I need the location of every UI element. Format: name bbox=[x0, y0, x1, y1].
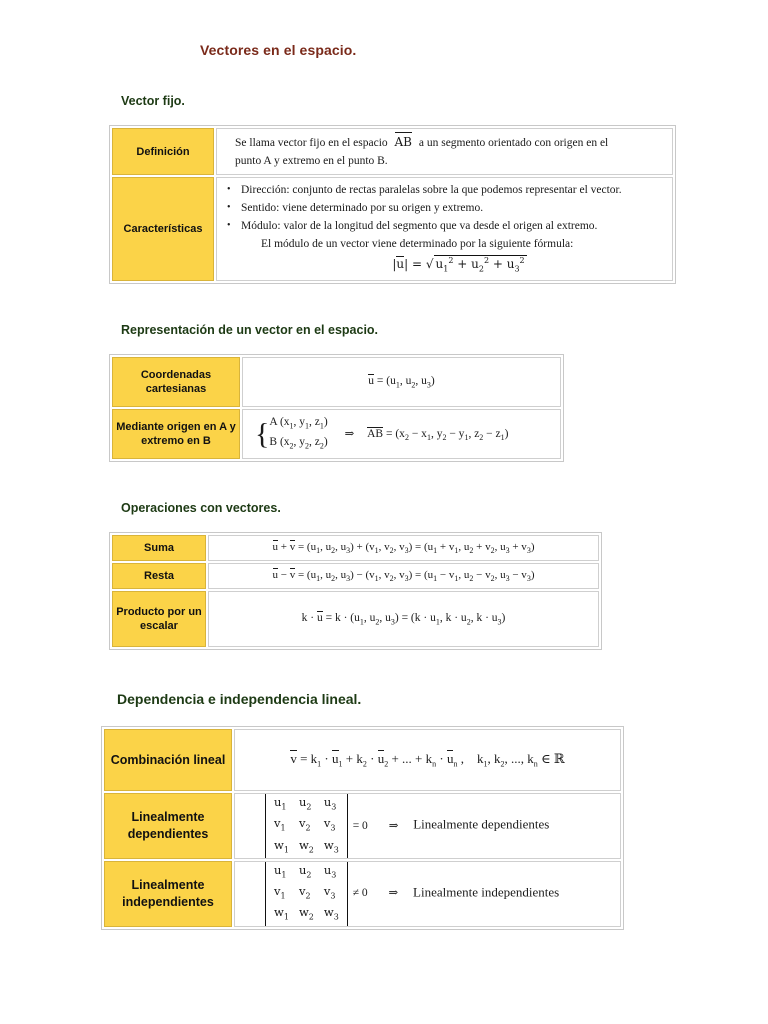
suma-formula: $u + v = (u_1$, $u_2$, $u_3) + (v_1$, $v_2$, $v_3) = (u_1 + v_1$, $u_2 + v_2$, $u_3 + v_3$) bbox=[208, 535, 599, 561]
list-item: • Módulo: valor de la longitud del segmento que va desde el origen al extremo. bbox=[241, 217, 666, 235]
section-heading-representacion: Representación de un vector en el espacio. bbox=[121, 323, 379, 337]
independientes-label: Linealmente independientes bbox=[104, 861, 232, 927]
mediante-label: Mediante origen en A y extremo en B bbox=[112, 409, 240, 459]
definicion-text-3: punto A y extremo en el punto B. bbox=[235, 155, 388, 167]
definicion-label: Definición bbox=[112, 128, 214, 175]
coordenadas-label: Coordenadas cartesianas bbox=[112, 357, 240, 407]
producto-formula: $k \cdot u = k \cdot (u_1$, $u_2$, $u_3) = (k \cdot u_1$, $k \cdot u_2$, $k \cdot u_3$) bbox=[208, 591, 599, 647]
dependientes-formula: $u_1$ $u_2$ $u_3$ $v_1$ $v_2$ $v_3$ $w_1$ $w_2$ $w_3$ = 0 ⇒ Linealmente dependientes bbox=[234, 793, 621, 859]
list-item: • Dirección: conjunto de rectas paralelas sobre la que podemos representar el vector. bbox=[241, 181, 666, 199]
vector-fijo-table bbox=[109, 125, 676, 284]
independientes-formula: $u_1$ $u_2$ $u_3$ $v_1$ $v_2$ $v_3$ $w_1$ $w_2$ $w_3$ ≠ 0 ⇒ Linealmente independientes bbox=[234, 861, 621, 927]
caracteristicas-label: Características bbox=[112, 177, 214, 281]
caracteristicas-list bbox=[223, 181, 666, 235]
representacion-table bbox=[109, 354, 564, 462]
operaciones-table bbox=[109, 532, 602, 650]
suma-label: Suma bbox=[112, 535, 206, 561]
definicion-text-2: a un segmento orientado con origen en el bbox=[418, 137, 609, 149]
definicion-vector-ab: AB bbox=[394, 135, 412, 149]
mediante-formula: {A ($x_1$, $y_1$, $z_1$) B ($x_2$, $y_2$, $z_2$) ⇒ AB = ($x_2 - x_1$, $y_2 - y_1$, $z_2 - z_1$) bbox=[242, 409, 561, 459]
list-item: • Sentido: viene determinado por su origen y extremo. bbox=[241, 199, 666, 217]
independientes-text: Linealmente independientes bbox=[413, 884, 560, 900]
producto-label: Producto por un escalar bbox=[112, 591, 206, 647]
combinacion-formula: $v = k_1 \cdot u_1 + k_2 \cdot u_2$ + ... + $k_n \cdot u_n$ , $k_1$, $k_2$, ..., $k_n$ ∈ ℝ bbox=[234, 729, 621, 791]
dependientes-label: Linealmente dependientes bbox=[104, 793, 232, 859]
section-heading-vector-fijo: Vector fijo. bbox=[121, 94, 185, 108]
section-heading-dependencia: Dependencia e independencia lineal. bbox=[117, 691, 362, 707]
resta-formula: $u - v = (u_1$, $u_2$, $u_3) - (v_1$, $v_2$, $v_3) = (u_1 - v_1$, $u_2 - v_2$, $u_3 - v_3$) bbox=[208, 563, 599, 589]
page-title: Vectores en el espacio. bbox=[200, 42, 357, 58]
definicion-text-1: Se llama vector fijo en el espacio bbox=[235, 137, 388, 149]
combinacion-label: Combinación lineal bbox=[104, 729, 232, 791]
caracteristicas-cell bbox=[216, 177, 673, 281]
modulo-formula: |u| = √ $u_1^2 + u_2^2 + u_3^2$ bbox=[392, 256, 525, 274]
dependencia-table bbox=[101, 726, 624, 930]
resta-label: Resta bbox=[112, 563, 206, 589]
section-heading-operaciones: Operaciones con vectores. bbox=[121, 501, 281, 515]
modulo-text: El módulo de un vector viene determinado por la siguiente fórmula: bbox=[261, 238, 574, 251]
definicion-cell bbox=[216, 128, 673, 175]
coordenadas-formula: $u = (u_1$, $u_2$, $u_3$) bbox=[242, 357, 561, 407]
dependientes-text: Linealmente dependientes bbox=[413, 816, 550, 832]
